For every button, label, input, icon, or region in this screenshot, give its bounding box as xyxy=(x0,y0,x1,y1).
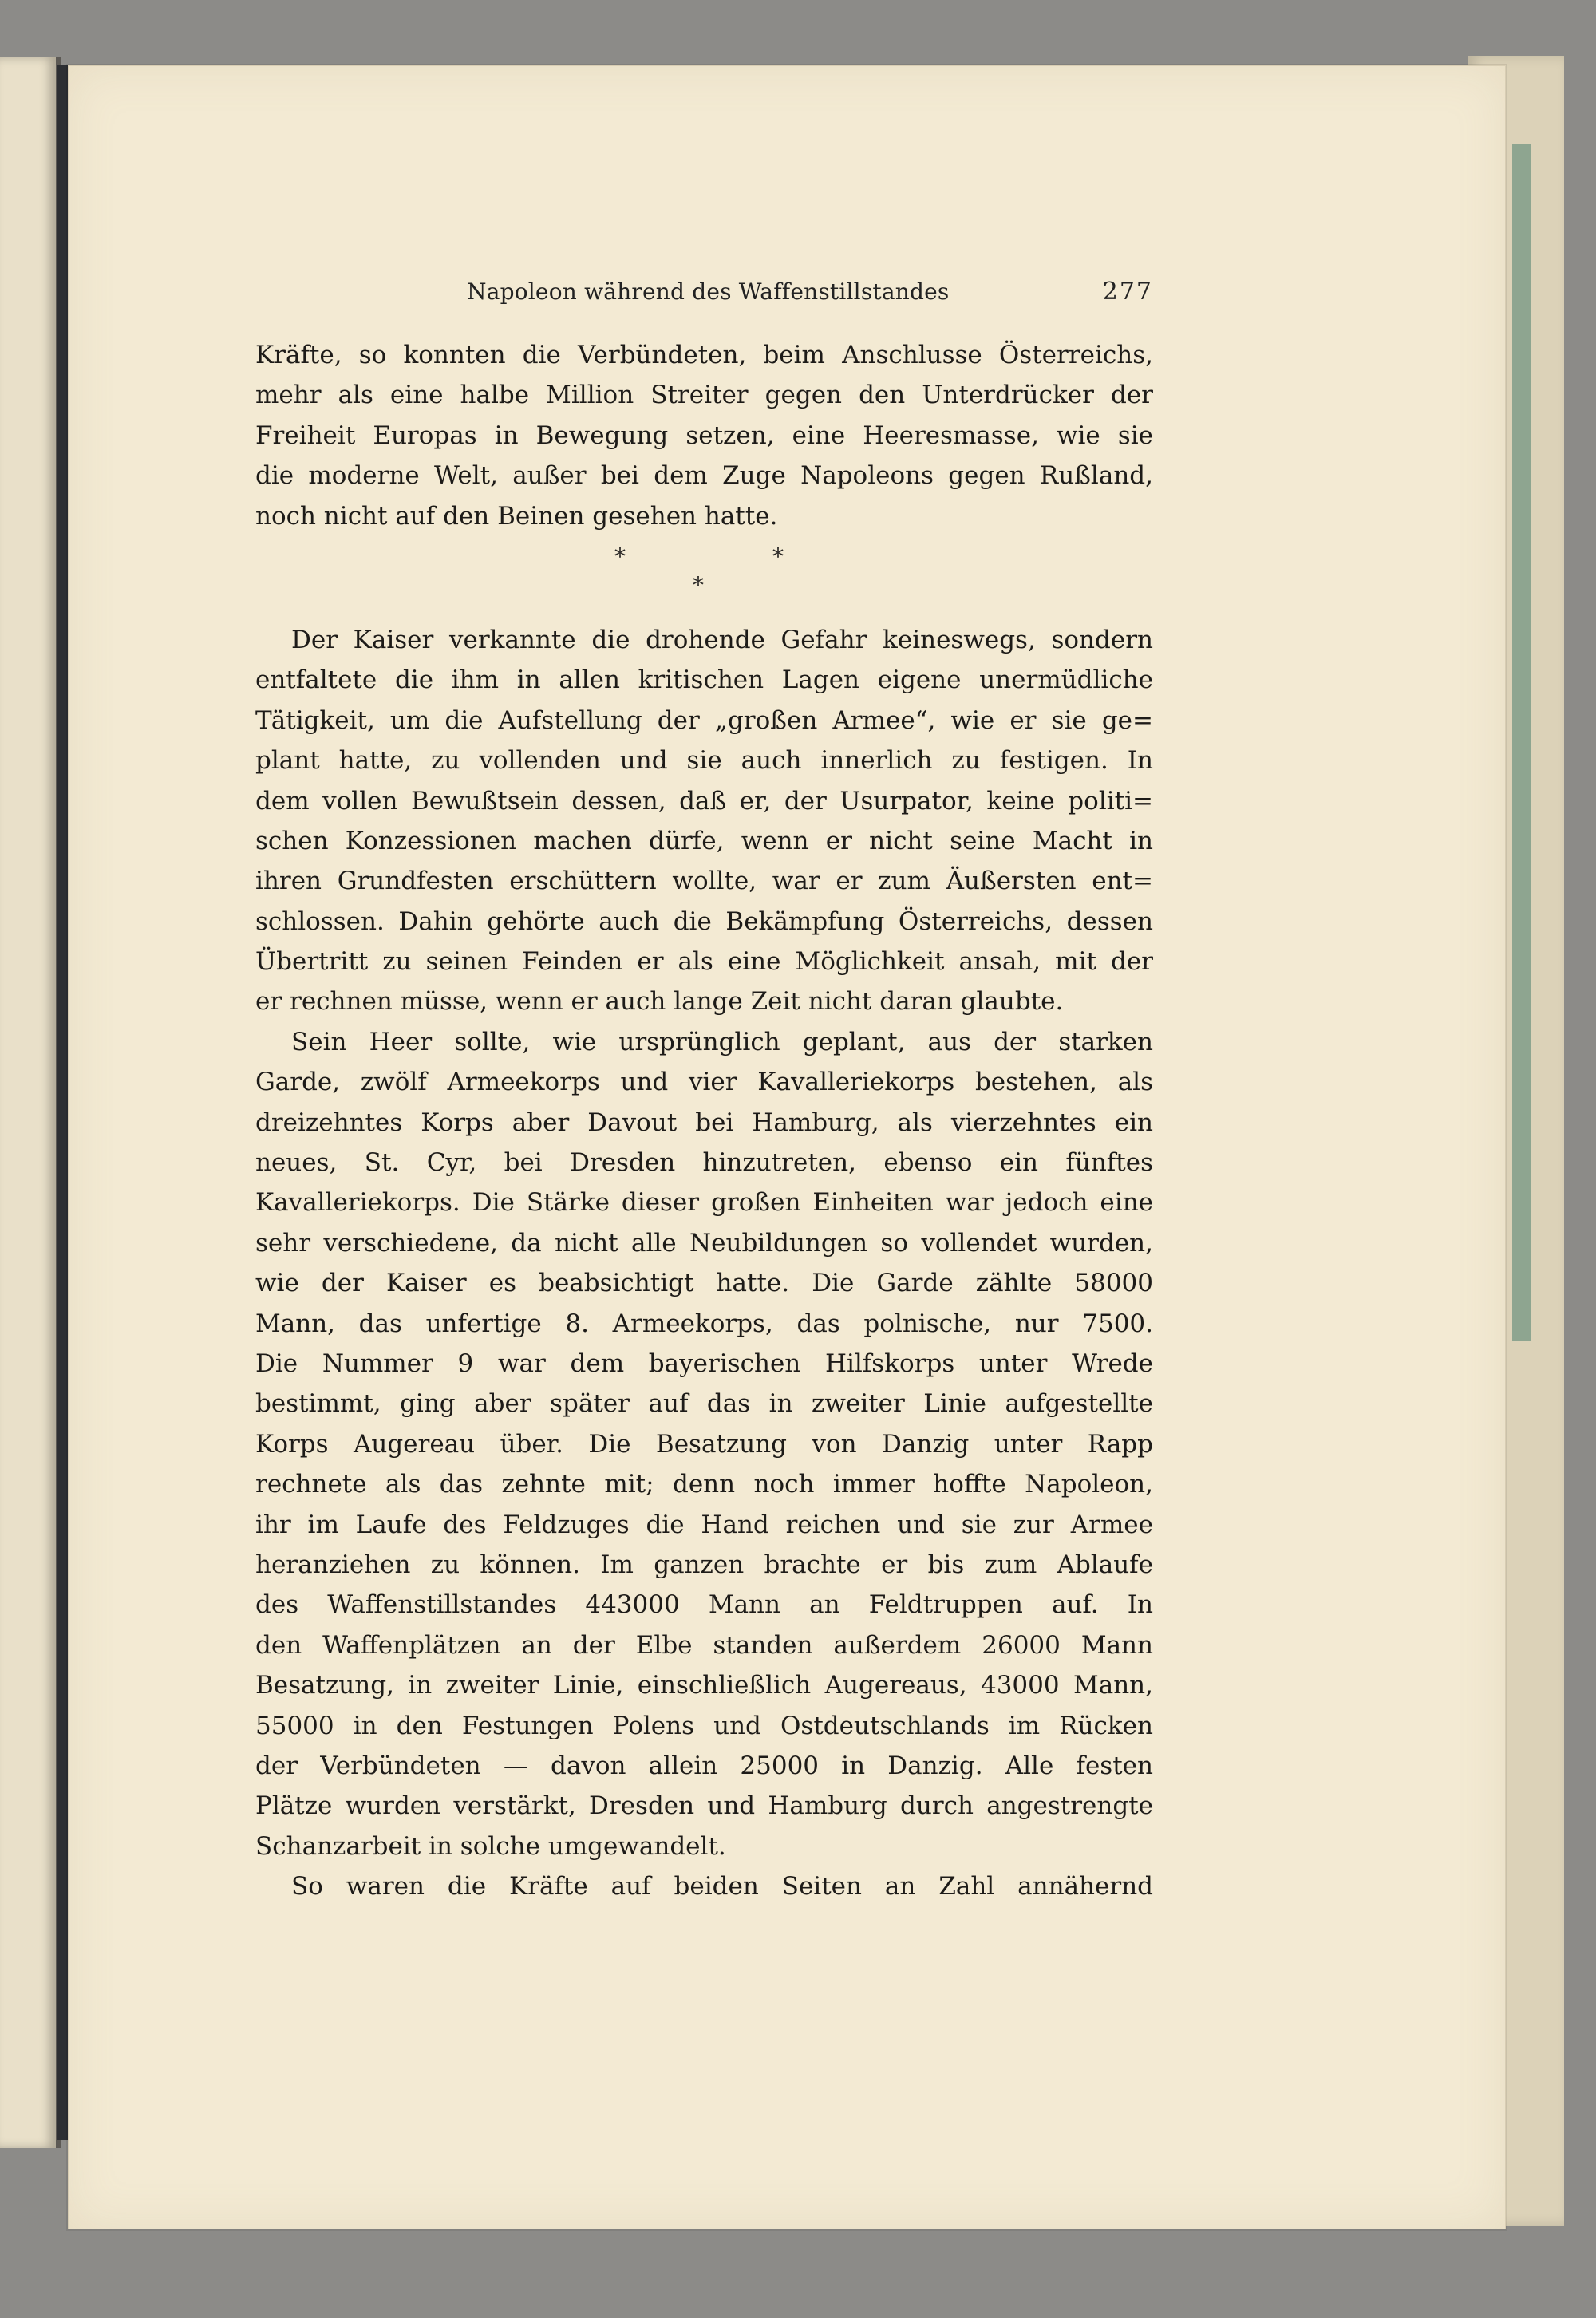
text-line: entfaltete die ihm in allen kritischen Lagen eigene unermüdliche xyxy=(255,665,1153,695)
left-page-edge xyxy=(0,57,61,2148)
text-line: Plätze wurden verstärkt, Dresden und Hamburg durch angestrengte xyxy=(255,1791,1153,1821)
text-line: plant hatte, zu vollenden und sie auch innerlich zu festigen. In xyxy=(255,746,1153,776)
text-line: Besatzung, in zweiter Linie, einschließlich Augereaus, 43000 Mann, xyxy=(255,1671,1153,1700)
text-line: mehr als eine halbe Million Streiter gegen den Unterdrücker der xyxy=(255,381,1153,410)
text-line: Der Kaiser verkannte die drohende Gefahr keineswegs, sondern xyxy=(291,625,1153,654)
text-line: Kräfte, so konnten die Verbündeten, beim Anschlusse Österreichs, xyxy=(255,341,1153,369)
text-line: rechnete als das zehnte mit; denn noch immer hoffte Napoleon, xyxy=(255,1470,1153,1499)
green-paper-edge xyxy=(1512,144,1531,1341)
separator-star: * xyxy=(693,571,704,598)
text-line: sehr verschiedene, da nicht alle Neubildungen so vollendet wurden, xyxy=(255,1228,1153,1258)
text-line: schlossen. Dahin gehörte auch die Bekämpfung Österreichs, dessen xyxy=(255,906,1153,936)
text-line: schen Konzessionen machen dürfe, wenn er nicht seine Macht in xyxy=(255,826,1153,855)
running-title: Napoleon während des Waffenstillstandes xyxy=(467,278,950,305)
text-line: bestimmt, ging aber später auf das in zweiter Linie aufgestellte xyxy=(255,1389,1153,1419)
text-line: er rechnen müsse, wenn er auch lange Zeit nicht daran glaubte. xyxy=(255,987,1064,1017)
text-line: wie der Kaiser es beabsichtigt hatte. Die Garde zählte 58000 xyxy=(255,1269,1153,1298)
text-line: Tätigkeit, um die Aufstellung der „großen Armee“, wie er sie ge= xyxy=(255,705,1153,735)
text-line: 55000 in den Festungen Polens und Ostdeutschlands im Rücken xyxy=(255,1711,1153,1740)
text-line: Schanzarbeit in solche umgewandelt. xyxy=(255,1831,726,1861)
text-line: So waren die Kräfte auf beiden Seiten an Zahl annähernd xyxy=(291,1872,1153,1901)
separator-star: * xyxy=(772,543,784,570)
text-line: Die Nummer 9 war dem bayerischen Hilfskorps unter Wrede xyxy=(255,1349,1153,1378)
text-line: des Waffenstillstandes 443000 Mann an Feldtruppen auf. In xyxy=(255,1590,1153,1620)
text-line: Garde, zwölf Armeekorps und vier Kavalleriekorps bestehen, als xyxy=(255,1068,1153,1097)
text-line: Übertritt zu seinen Feinden er als eine Möglichkeit ansah, mit der xyxy=(255,947,1153,977)
text-line: heranziehen zu können. Im ganzen brachte er bis zum Ablaufe xyxy=(255,1550,1153,1579)
text-line: ihren Grundfesten erschüttern wollte, war er zum Äußersten ent= xyxy=(255,867,1153,896)
text-line: noch nicht auf den Beinen gesehen hatte. xyxy=(255,501,778,531)
section-separator xyxy=(255,536,1153,620)
text-line: dreizehntes Korps aber Davout bei Hamburg, als vierzehntes ein xyxy=(255,1108,1153,1137)
separator-star: * xyxy=(614,543,626,570)
text-line: dem vollen Bewußtsein dessen, daß er, der Usurpator, keine politi= xyxy=(255,786,1153,815)
text-line: den Waffenplätzen an der Elbe standen außerdem 26000 Mann xyxy=(255,1630,1153,1660)
page-number: 277 xyxy=(1102,277,1153,306)
text-line: der Verbündeten — davon allein 25000 in Danzig. Alle festen xyxy=(255,1751,1153,1780)
text-line: die moderne Welt, außer bei dem Zuge Napoleons gegen Rußland, xyxy=(255,461,1153,491)
text-line: neues, St. Cyr, bei Dresden hinzutreten, ebenso ein fünftes xyxy=(255,1148,1153,1178)
text-line: ihr im Laufe des Feldzuges die Hand reichen und sie zur Armee xyxy=(255,1510,1153,1539)
text-line: Sein Heer sollte, wie ursprünglich geplant, aus der starken xyxy=(291,1027,1153,1056)
text-line: Kavalleriekorps. Die Stärke dieser großen Einheiten war jedoch eine xyxy=(255,1188,1153,1218)
text-line: Korps Augereau über. Die Besatzung von Danzig unter Rapp xyxy=(255,1429,1153,1459)
page-header xyxy=(467,271,1153,311)
book-text xyxy=(255,335,1153,1906)
text-line: Mann, das unfertige 8. Armeekorps, das polnische, nur 7500. xyxy=(255,1309,1153,1338)
text-line: Freiheit Europas in Bewegung setzen, eine Heeresmasse, wie sie xyxy=(255,421,1153,450)
